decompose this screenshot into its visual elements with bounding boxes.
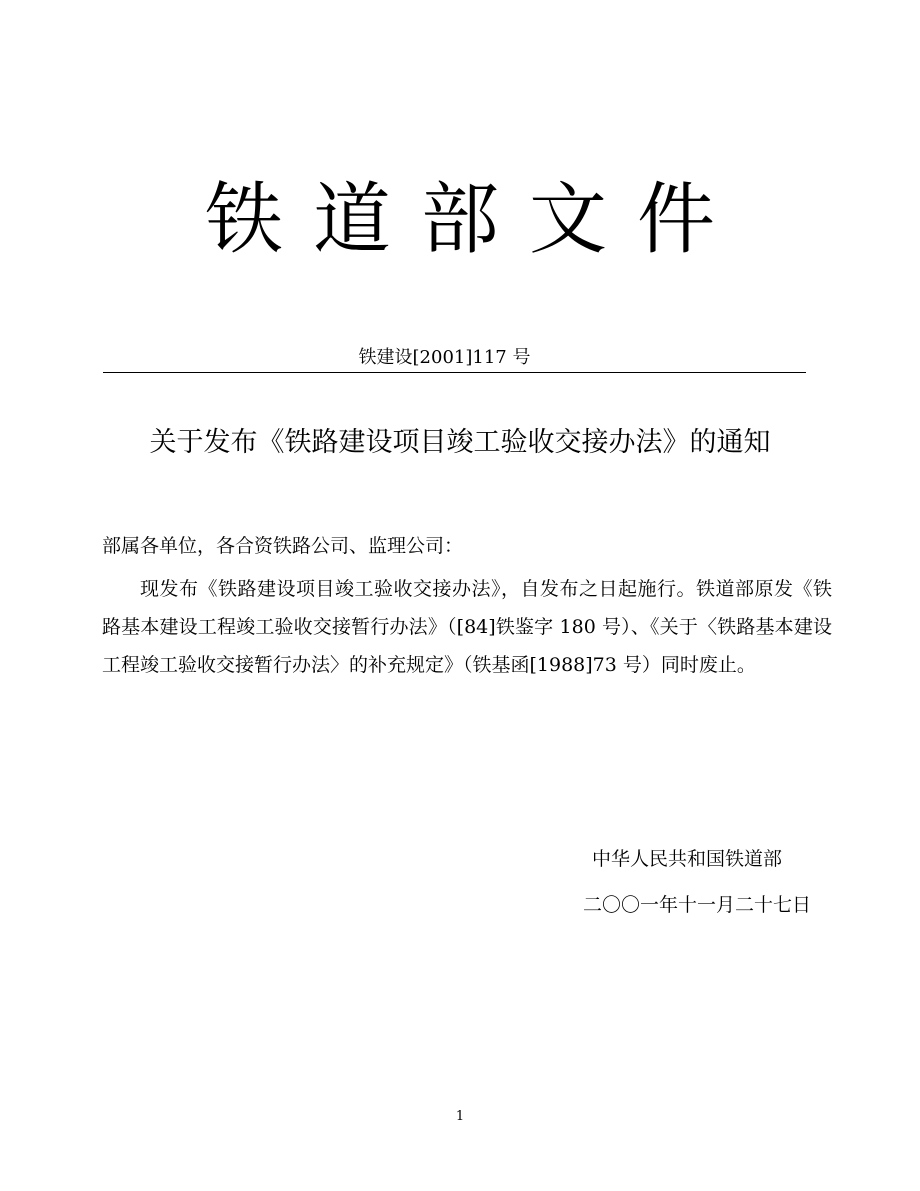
signature-date: 二〇〇一年十一月二十七日 — [583, 894, 812, 916]
document-title: 关于发布《铁路建设项目竣工验收交接办法》的通知 — [149, 427, 771, 458]
recipients-line: 部属各单位，各合资铁路公司、监理公司： — [102, 535, 464, 557]
document-number: 铁建设[2001]117 号 — [358, 347, 531, 368]
body-paragraph: 现发布《铁路建设项目竣工验收交接办法》，自发布之日起施行。铁道部原发《铁路基本建设工程竣工验收交接暂行办法》（[84]铁鉴字 180 号）、《关于〈铁路基本建设工程竣工验收交接暂行办法〉的补充规定》（铁基函[1988]73 号）同时废止。 — [102, 578, 832, 676]
document-header: 铁道部文件 — [204, 175, 745, 265]
page-number: 1 — [455, 1109, 465, 1124]
document-number-line — [103, 344, 806, 373]
signature-organization: 中华人民共和国铁道部 — [592, 848, 783, 870]
